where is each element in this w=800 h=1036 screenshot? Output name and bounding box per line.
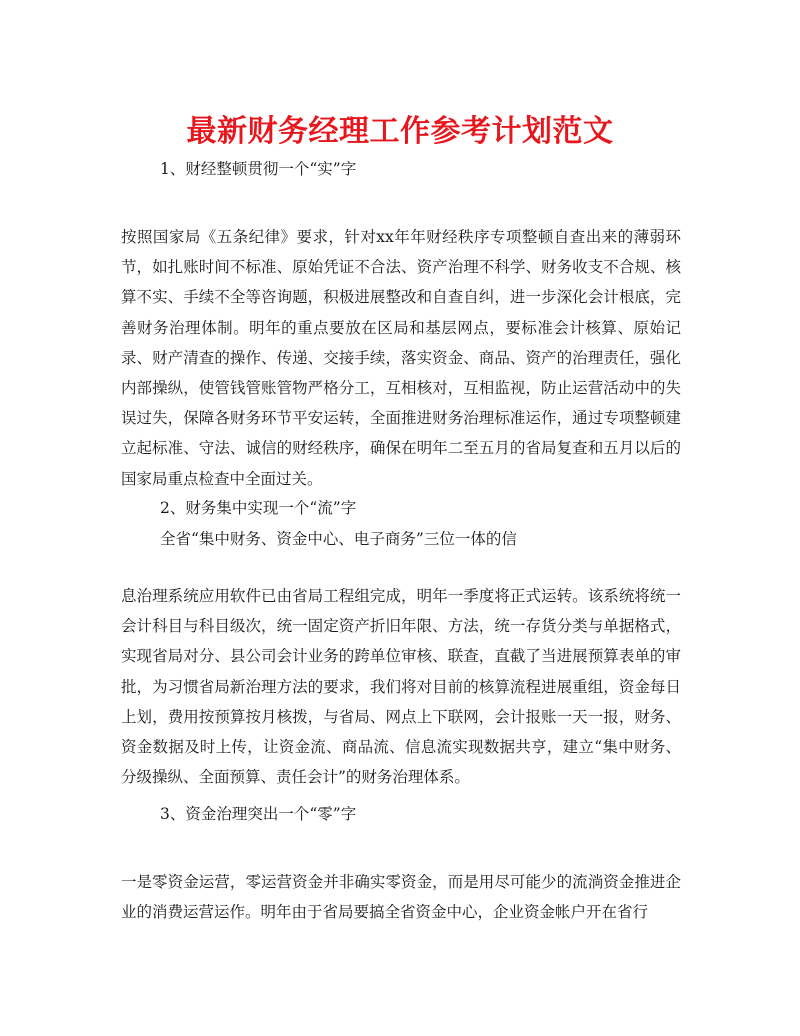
section-1-paragraph: 按照国家局《五条纪律》要求，针对xx年年财经秩序专项整顿自查出来的薄弱环节，如扎账时间不标准、原始凭证不合法、资产治理不科学、财务收支不合规、核算不实、手续不全等咨询题，积极进展整改和自查自纠，进一步深化会计根底，完善财务治理体制。明年的重点要放在区局和基层网点，要标准会计核算、原始记录、财产清查的操作、传递、交接手续，落实资金、商品、资产的治理责任，强化内部操纵，使管钱管账管物严格分工，互相核对，互相监视，防止运营活动中的失误过失，保障各财务环节平安运转，全面推进财务治理标准运作，通过专项整顿建立起标准、守法、诚信的财经秩序，确保在明年二至五月的省局复查和五月以后的国家局重点检查中全面过关。 <box>121 228 681 488</box>
section-2-lead-line: 全省“集中财务、资金中心、电子商务”三位一体的信 <box>160 530 517 548</box>
section-3-paragraph: 一是零资金运营，零运营资金并非确实零资金，而是用尽可能少的流淌资金推进企业的消费运营运作。明年由于省局要搞全省资金中心，企业资金帐户开在省行 <box>121 873 681 922</box>
document-title: 最新财务经理工作参考计划范文 <box>186 114 614 149</box>
section-2-heading: 2、财务集中实现一个“流”字 <box>160 499 357 517</box>
section-1-heading: 1、财经整顿贯彻一个“实”字 <box>160 160 357 178</box>
section-3-heading: 3、资金治理突出一个“零”字 <box>160 805 357 823</box>
section-2-paragraph: 息治理系统应用软件已由省局工程组完成，明年一季度将正式运转。该系统将统一会计科目与科目级次，统一固定资产折旧年限、方法，统一存货分类与单据格式，实现省局对分、县公司会计业务的跨单位审核、联查，直截了当进展预算表单的审批，为习惯省局新治理方法的要求，我们将对目前的核算流程进展重组，资金每日上划，费用按预算按月核拨，与省局、网点上下联网，会计报账一天一报，财务、资金数据及时上传，让资金流、商品流、信息流实现数据共亨，建立“集中财务、分级操纵、全面预算、责任会计”的财务治理体系。 <box>121 587 681 787</box>
